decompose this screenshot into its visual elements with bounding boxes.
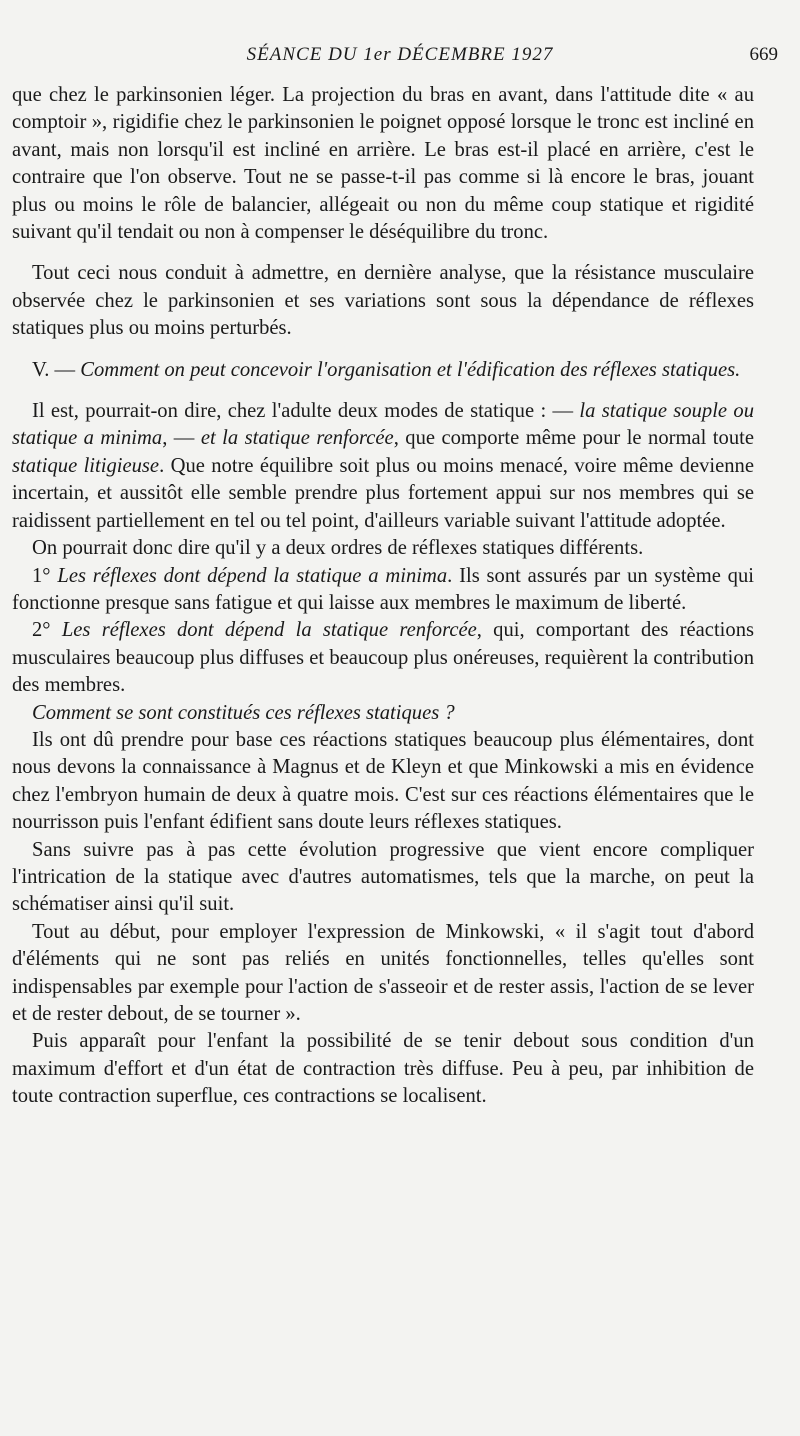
text-run: Tout au début, pour employer l'expression de Minkowski, « il s'agit tout d'abord d'éléments qui ne sont pas reliés en unités fonctionnelles, telles qu'elles sont indispensables par exemple pour l'action de s'asseoir et de rester assis, l'action de se lever et de rester debout, de se tourner ». [12, 920, 754, 1025]
paragraph [12, 398, 754, 535]
italic-run: Les réflexes dont dépend la statique renforcée [61, 619, 477, 642]
text-run: Tout ceci nous conduit à admettre, en dernière analyse, que la résistance musculaire observée chez le parkinsonien et ses variations sont sous la dépendance de réflexes statiques plus ou moins perturbés. [12, 262, 754, 340]
text-run: V. — [32, 358, 81, 381]
paragraph [12, 563, 754, 618]
paragraph [12, 260, 754, 342]
text-run: On pourrait donc dire qu'il y a deux ordres de réflexes statiques différents. [32, 537, 644, 560]
italic-run: statique litigieuse [12, 454, 160, 477]
text-run: 2° [32, 619, 62, 642]
paragraph [12, 535, 754, 562]
italic-run: Les réflexes dont dépend la statique a minima [57, 564, 448, 587]
text-run: Il est, pourrait-on dire, chez l'adulte deux modes de statique : — [32, 400, 580, 423]
italic-run: la statique souple ou statique a minima [12, 400, 754, 450]
italic-run: et la statique renforcée [200, 427, 394, 450]
paragraph [12, 919, 754, 1029]
page-header [0, 44, 800, 76]
text-run: Sans suivre pas à pas cette évolution progressive que vient encore compliquer l'intrication de la statique avec d'autres automatismes, tels que la marche, on peut la schématiser ainsi qu'il suit. [12, 838, 754, 916]
text-run: , — [162, 427, 201, 450]
text-run: . Ils sont assurés par un système qui fonctionne presque sans fatigue et qui laisse aux membres le maximum de liberté. [12, 564, 754, 614]
paragraph [12, 617, 754, 699]
paragraph [12, 82, 754, 246]
body-text [12, 82, 754, 1111]
page-number: 669 [749, 44, 778, 65]
italic-run: Comment se sont constitués ces réflexes statiques ? [32, 701, 455, 724]
paragraph [12, 1028, 754, 1110]
paragraph [12, 700, 754, 727]
paragraph [12, 837, 754, 919]
text-run: 1° [32, 564, 58, 587]
italic-run: Comment on peut concevoir l'organisation et l'édification des réflexes statiques. [80, 358, 741, 381]
running-head: SÉANCE DU 1er DÉCEMBRE 1927 [246, 44, 554, 65]
text-run: que chez le parkinsonien léger. La projection du bras en avant, dans l'attitude dite « au comptoir », rigidifie chez le parkinsonien le poignet opposé lorsque le tronc est incliné en avant, mais non lorsqu'il est incliné en arrière. Le bras est-il placé en arrière, c'est le contraire que l'on observe. Tout ne se passe-t-il pas comme si là encore le bras, jouant plus ou moins le rôle de balancier, allégeait ou non du même coup statique et rigidité suivant qu'il tendait ou non à compenser le déséquilibre du tronc. [12, 84, 754, 244]
text-run: , que comporte même pour le normal toute [393, 427, 754, 450]
text-run: . Que notre équilibre soit plus ou moins menacé, voire même devienne incertain, et aussitôt elle semble prendre plus fortement appui sur nos membres qui se raidissent partiellement en tel ou tel point, d'ailleurs variable suivant l'attitude adoptée. [12, 454, 754, 532]
text-run: Ils ont dû prendre pour base ces réactions statiques beaucoup plus élémentaires, dont nous devons la connaissance à Magnus et de Kleyn et que Minkowski a mis en évidence chez l'embryon humain de deux à quatre mois. C'est sur ces réactions élémentaires que le nourrisson puis l'enfant édifient sans doute leurs réflexes statiques. [12, 728, 754, 834]
paragraph [12, 727, 754, 837]
text-run: , qui, comportant des réactions musculaires beaucoup plus diffuses et beaucoup plus onéreuses, requièrent la contribution des membres. [12, 619, 755, 697]
paragraph [12, 357, 754, 384]
text-run: Puis apparaît pour l'enfant la possibilité de se tenir debout sous condition d'un maximum d'effort et d'un état de contraction très diffuse. Peu à peu, par inhibition de toute contraction superflue, ces contractions se localisent. [12, 1030, 754, 1108]
